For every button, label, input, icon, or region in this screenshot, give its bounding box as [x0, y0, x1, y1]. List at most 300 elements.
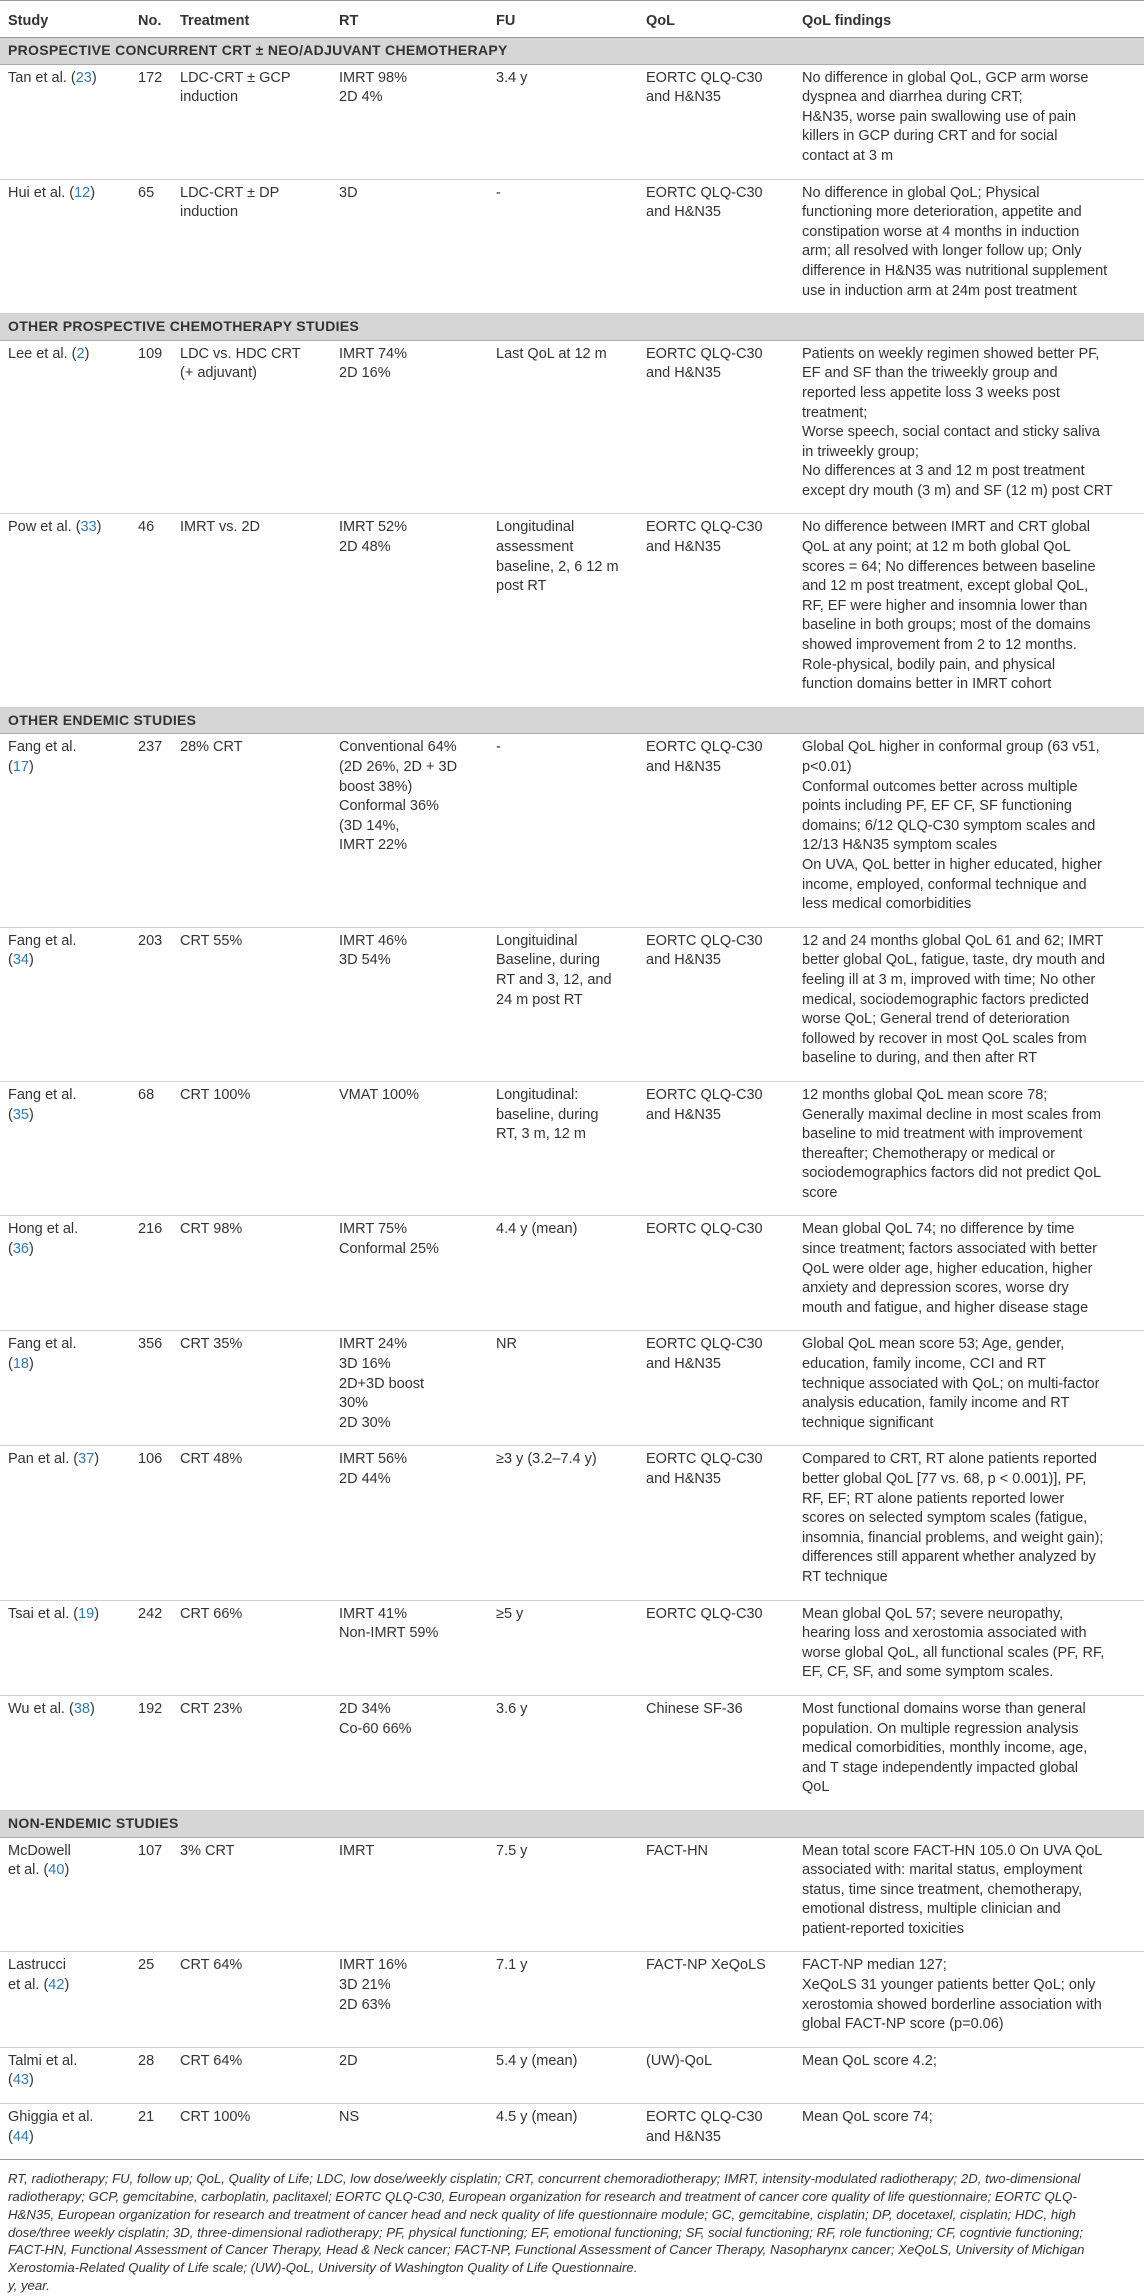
study-ref: 38 [73, 1700, 90, 1717]
rt-line: 2D 48% [339, 539, 391, 556]
finding-line: emotional distress, multiple clinician and [802, 1901, 1061, 1918]
cell-fu [488, 2047, 638, 2103]
cell-treatment [172, 1695, 331, 1810]
cell-rt [331, 1695, 488, 1810]
finding-line: less medical comorbidities [802, 896, 972, 913]
treatment-line: induction [180, 89, 239, 106]
study-ref-close: ) [28, 1356, 34, 1373]
header-findings: QoL findings [794, 1, 1144, 38]
study-ref: 43 [12, 2072, 29, 2089]
table-row [0, 2104, 1144, 2160]
treatment-line: CRT 100% [180, 1086, 251, 1103]
rt-line: IMRT 16% [339, 1957, 407, 1974]
cell-findings [794, 179, 1144, 314]
fu-line: 4.5 y (mean) [496, 2109, 578, 2126]
finding-line: XeQoLS 31 younger patients better QoL; only [802, 1977, 1096, 1994]
cell-rt [331, 927, 488, 1081]
cell-rt [331, 64, 488, 179]
treatment-line: induction [180, 204, 239, 221]
rt-line: Conventional 64% [339, 739, 457, 756]
cell-findings [794, 1081, 1144, 1216]
section-row [0, 1810, 1144, 1837]
table-row [0, 1331, 1144, 1446]
cell-study [0, 1331, 130, 1446]
cell-rt [331, 1446, 488, 1600]
study-text: Hui et al. ( [8, 184, 75, 201]
finding-line: Mean global QoL 74; no difference by time [802, 1221, 1075, 1238]
cell-treatment [172, 1837, 331, 1952]
cell-treatment [172, 179, 331, 314]
header-fu: FU [488, 1, 638, 38]
cell-fu [488, 734, 638, 927]
cell-treatment [172, 1331, 331, 1446]
cell-fu [488, 1952, 638, 2047]
study-ref-close: ) [64, 1862, 70, 1879]
cell-treatment [172, 927, 331, 1081]
table-row [0, 927, 1144, 1081]
finding-line: treatment; [802, 404, 868, 421]
study-ref: 19 [78, 1605, 95, 1622]
fu-line: - [496, 739, 501, 756]
cell-study [0, 1446, 130, 1600]
cell-no: 28 [130, 2047, 172, 2103]
study-text: Tsai et al. ( [8, 1605, 79, 1622]
fu-line: 7.5 y [496, 1842, 528, 1859]
finding-line: No differences at 3 and 12 m post treatment [802, 463, 1085, 480]
qol-line: EORTC QLQ-C30 [646, 345, 763, 362]
rt-line: NS [339, 2109, 360, 2126]
cell-findings [794, 927, 1144, 1081]
fu-line: RT and 3, 12, and [496, 971, 612, 988]
finding-line: feeling ill at 3 m, improved with time; No other [802, 971, 1096, 988]
rt-line: boost 38%) [339, 778, 413, 795]
cell-no: 65 [130, 179, 172, 314]
cell-qol [638, 64, 794, 179]
study-text: ( [8, 1106, 13, 1123]
finding-line: baseline in both groups; most of the domains [802, 617, 1091, 634]
finding-line: score [802, 1184, 838, 1201]
finding-line: QoL were older age, higher education, higher [802, 1260, 1093, 1277]
cell-qol [638, 927, 794, 1081]
study-ref-close: ) [90, 184, 96, 201]
study-ref-close: ) [94, 1451, 100, 1468]
finding-line: mouth and fatigue, and higher disease stage [802, 1299, 1089, 1316]
cell-findings [794, 734, 1144, 927]
study-ref: 34 [12, 952, 29, 969]
fu-line: NR [496, 1336, 517, 1353]
finding-line: scores = 64; No differences between baseline [802, 558, 1096, 575]
rt-line: 2D 63% [339, 1996, 391, 2013]
finding-line: hearing loss and xerostomia associated with [802, 1625, 1087, 1642]
cell-study [0, 927, 130, 1081]
cell-qol [638, 1837, 794, 1952]
finding-line: RF, EF were higher and insomnia lower than [802, 597, 1088, 614]
cell-treatment [172, 1216, 331, 1331]
cell-qol [638, 734, 794, 927]
finding-line: H&N35, worse pain swallowing use of pain [802, 108, 1077, 125]
table-row [0, 64, 1144, 179]
study-ref: 36 [12, 1241, 29, 1258]
cell-findings [794, 1837, 1144, 1952]
finding-line: killers in GCP during CRT and for social [802, 128, 1058, 145]
treatment-line: CRT 66% [180, 1605, 243, 1622]
header-study: Study [0, 1, 130, 38]
finding-line: followed by recover in most QoL scales from [802, 1030, 1087, 1047]
finding-line: baseline to during, and then after RT [802, 1050, 1038, 1067]
finding-line: difference in H&N35 was nutritional supplement [802, 262, 1108, 279]
study-text: ( [8, 1356, 13, 1373]
finding-line: QoL at any point; at 12 m both global QoL [802, 539, 1071, 556]
study-text: Fang et al. [8, 1336, 77, 1353]
header-rt: RT [331, 1, 488, 38]
cell-study [0, 514, 130, 707]
fu-line: RT, 3 m, 12 m [496, 1126, 586, 1143]
qol-line: EORTC QLQ-C30 [646, 1605, 763, 1622]
finding-line: Global QoL mean score 53; Age, gender, [802, 1336, 1065, 1353]
cell-no: 21 [130, 2104, 172, 2160]
rt-line: 2D 34% [339, 1700, 391, 1717]
fu-line: Longituidinal [496, 932, 578, 949]
finding-line: Most functional domains worse than general [802, 1700, 1086, 1717]
rt-line: 3D 54% [339, 952, 391, 969]
study-ref-close: ) [28, 759, 34, 775]
cell-findings [794, 340, 1144, 514]
cell-no: 172 [130, 64, 172, 179]
table-row [0, 1600, 1144, 1695]
cell-findings [794, 2047, 1144, 2103]
rt-line: IMRT 22% [339, 837, 407, 854]
cell-rt [331, 1216, 488, 1331]
cell-rt [331, 1952, 488, 2047]
cell-fu [488, 2104, 638, 2160]
table-row [0, 2047, 1144, 2103]
cell-study [0, 1952, 130, 2047]
study-ref-close: ) [28, 1241, 34, 1258]
rt-line: Non-IMRT 59% [339, 1625, 439, 1642]
finding-line: Generally maximal decline in most scales from [802, 1106, 1101, 1123]
section-title: OTHER PROSPECTIVE CHEMOTHERAPY STUDIES [0, 314, 1144, 341]
finding-line: anxiety and depression scores, worse dry [802, 1280, 1069, 1297]
cell-fu [488, 1600, 638, 1695]
header-no: No. [130, 1, 172, 38]
cell-qol [638, 1216, 794, 1331]
fu-line: Longitudinal: [496, 1086, 579, 1103]
rt-line: (3D 14%, [339, 817, 400, 834]
study-ref-close: ) [96, 519, 102, 536]
cell-fu [488, 340, 638, 514]
cell-no: 242 [130, 1600, 172, 1695]
finding-line: FACT-NP median 127; [802, 1957, 947, 1974]
qol-line: and H&N35 [646, 1356, 721, 1373]
finding-line: Compared to CRT, RT alone patients reported [802, 1451, 1097, 1468]
finding-line: RT technique [802, 1568, 888, 1585]
cell-rt [331, 514, 488, 707]
rt-line: 2D+3D boost [339, 1375, 425, 1392]
study-ref: 40 [48, 1862, 65, 1879]
qol-line: EORTC QLQ-C30 [646, 1086, 763, 1103]
rt-line: IMRT 75% [339, 1221, 407, 1238]
qol-line: EORTC QLQ-C30 [646, 1451, 763, 1468]
table-header [0, 1, 1144, 38]
study-ref-close: ) [28, 952, 34, 969]
footnote-line: RT, radiotherapy; FU, follow up; QoL, Quality of Life; LDC, low dose/weekly cisplatin; CRT, concurrent chemoradiotherapy; IMRT, intensity-modulated radiotherapy; 2D, two-dimensional [8, 2171, 1081, 2187]
footnote-line: dose/three weekly cisplatin; 3D, three-dimensional radiotherapy; PF, physical functioning; EF, emotional functioning; SF, social functioning; RF, role functioning; CF, cogntivie functioning; [8, 2224, 1083, 2240]
treatment-line: LDC vs. HDC CRT [180, 345, 301, 362]
cell-qol [638, 514, 794, 707]
fu-line: Baseline, during [496, 952, 600, 969]
table-row [0, 340, 1144, 514]
study-ref-close: ) [64, 1977, 70, 1994]
cell-no: 203 [130, 927, 172, 1081]
treatment-line: CRT 35% [180, 1336, 243, 1353]
study-ref: 18 [12, 1356, 29, 1373]
study-ref: 23 [75, 69, 92, 86]
study-text: ( [8, 952, 13, 969]
finding-line: in triweekly group; [802, 443, 919, 460]
cell-fu [488, 927, 638, 1081]
rt-line: 3D 21% [339, 1977, 391, 1994]
qol-line: and H&N35 [646, 1106, 721, 1123]
footnote-line: radiotherapy; GCP, gemcitabine, carboplatin, paclitaxel; EORTC QLQ-C30, European organization for research and treatment of cancer core quality of life questionnaire; EORTC QLQ- [8, 2189, 1077, 2205]
finding-line: xerostomia showed borderline association with [802, 1996, 1102, 2013]
finding-line: status, time since treatment, chemotherapy, [802, 1881, 1083, 1898]
cell-study [0, 1600, 130, 1695]
table-row [0, 1952, 1144, 2047]
qol-line: EORTC QLQ-C30 [646, 184, 763, 201]
finding-line: 12/13 H&N35 symptom scales [802, 837, 998, 854]
cell-no: 68 [130, 1081, 172, 1216]
cell-qol [638, 1695, 794, 1810]
study-text: Hong et al. [8, 1221, 79, 1238]
finding-line: showed improvement from 2 to 12 months. [802, 637, 1077, 654]
qol-line: EORTC QLQ-C30 [646, 739, 763, 756]
finding-line: No difference in global QoL, GCP arm worse [802, 69, 1089, 86]
qol-line: EORTC QLQ-C30 [646, 2109, 763, 2126]
finding-line: technique associated with QoL; on multi-factor [802, 1375, 1100, 1392]
qol-line: EORTC QLQ-C30 [646, 1336, 763, 1353]
cell-findings [794, 1331, 1144, 1446]
finding-line: Conformal outcomes better across multiple [802, 778, 1078, 795]
finding-line: global FACT-NP score (p=0.06) [802, 2016, 1004, 2033]
cell-findings [794, 1216, 1144, 1331]
finding-line: differences still apparent whether analyzed by [802, 1549, 1096, 1566]
finding-line: better global QoL [77 vs. 68, p < 0.001)], PF, [802, 1471, 1087, 1487]
finding-line: and 12 m post treatment, except global QoL, [802, 578, 1089, 595]
study-text: ( [8, 759, 13, 775]
finding-line: Mean total score FACT-HN 105.0 On UVA QoL [802, 1842, 1103, 1859]
finding-line: Mean QoL score 74; [802, 2109, 933, 2126]
cell-qol [638, 1331, 794, 1446]
cell-treatment [172, 1952, 331, 2047]
rt-line: IMRT 56% [339, 1451, 407, 1468]
cell-findings [794, 1600, 1144, 1695]
treatment-line: LDC-CRT ± DP [180, 184, 280, 201]
finding-line: domains; 6/12 QLQ-C30 symptom scales and [802, 817, 1096, 834]
cell-no: 237 [130, 734, 172, 927]
cell-no: 46 [130, 514, 172, 707]
cell-study [0, 2104, 130, 2160]
cell-study [0, 734, 130, 927]
finding-line: reported less appetite loss 3 weeks post [802, 384, 1060, 401]
rt-line: Co-60 66% [339, 1720, 412, 1737]
study-ref: 33 [80, 519, 97, 536]
fu-line: 3.6 y [496, 1700, 528, 1717]
cell-rt [331, 2047, 488, 2103]
finding-line: insomnia, financial problems, and weight gain); [802, 1529, 1104, 1546]
cell-treatment [172, 734, 331, 927]
table-row [0, 734, 1144, 927]
rt-line: IMRT 24% [339, 1336, 407, 1353]
study-text: Pow et al. ( [8, 519, 81, 536]
cell-no: 107 [130, 1837, 172, 1952]
rt-line: Conformal 25% [339, 1241, 439, 1258]
finding-line: analysis education, family income and RT [802, 1395, 1070, 1412]
cell-fu [488, 64, 638, 179]
cell-study [0, 1695, 130, 1810]
cell-findings [794, 1446, 1144, 1600]
rt-line: IMRT 46% [339, 932, 407, 949]
finding-line: dyspnea and diarrhea during CRT; [802, 89, 1023, 106]
qol-line: Chinese SF-36 [646, 1700, 743, 1717]
footnote-line: FACT-HN, Functional Assessment of Cancer Therapy, Head & Neck cancer; FACT-NP, Functional Assessment of Cancer Therapy, Nasopharynx cancer; XeQoLS, University of Michigan [8, 2242, 1085, 2258]
treatment-line: CRT 64% [180, 2052, 243, 2069]
fu-line: ≥3 y (3.2–7.4 y) [496, 1451, 597, 1468]
finding-line: EF, CF, SF, and some symptom scales. [802, 1664, 1054, 1681]
treatment-line: LDC-CRT ± GCP [180, 69, 291, 86]
rt-line: Conformal 36% [339, 798, 439, 815]
cell-fu [488, 1695, 638, 1810]
fu-line: - [496, 184, 501, 201]
cell-findings [794, 64, 1144, 179]
finding-line: Mean QoL score 4.2; [802, 2052, 937, 2069]
study-text: ( [8, 2072, 13, 2089]
rt-line: 3D 16% [339, 1356, 391, 1373]
study-text: Wu et al. ( [8, 1700, 74, 1717]
fu-line: 7.1 y [496, 1957, 528, 1974]
treatment-line: CRT 64% [180, 1957, 243, 1974]
cell-study [0, 64, 130, 179]
cell-treatment [172, 1446, 331, 1600]
study-ref-close: ) [91, 69, 97, 86]
finding-line: Patients on weekly regimen showed better PF, [802, 345, 1100, 362]
study-ref: 35 [12, 1106, 29, 1123]
table-row [0, 514, 1144, 707]
cell-rt [331, 734, 488, 927]
rt-line: IMRT 98% [339, 69, 407, 86]
cell-treatment [172, 340, 331, 514]
study-text: Fang et al. [8, 739, 77, 756]
footnote-line: H&N35, European organization for research and treatment of cancer head and neck quality of life questionnaire module; GC, gemcitabine, cisplatin; DP, docetaxel, cisplatin; HDC, high [8, 2206, 1076, 2222]
study-ref: 37 [78, 1451, 95, 1468]
study-ref-close: ) [28, 1106, 34, 1123]
fu-line: baseline, during [496, 1106, 599, 1123]
table-row [0, 179, 1144, 314]
cell-rt [331, 1081, 488, 1216]
cell-qol [638, 179, 794, 314]
cell-no: 109 [130, 340, 172, 514]
study-ref: 2 [76, 345, 85, 362]
finding-line: function domains better in IMRT cohort [802, 676, 1052, 693]
finding-line: 12 months global QoL mean score 78; [802, 1086, 1048, 1103]
qol-line: and H&N35 [646, 89, 721, 106]
study-text: et al. ( [8, 1977, 49, 1994]
cell-findings [794, 1952, 1144, 2047]
finding-line: associated with: marital status, employment [802, 1862, 1083, 1879]
qol-line: (UW)-QoL [646, 2052, 713, 2069]
finding-line: technique significant [802, 1414, 934, 1431]
section-title: OTHER ENDEMIC STUDIES [0, 707, 1144, 734]
finding-line: population. On multiple regression analysis [802, 1720, 1079, 1737]
study-ref-close: ) [84, 345, 90, 362]
qol-line: EORTC QLQ-C30 [646, 69, 763, 86]
header-qol: QoL [638, 1, 794, 38]
study-text: Tan et al. ( [8, 69, 76, 86]
fu-line: 3.4 y [496, 69, 528, 86]
cell-rt [331, 340, 488, 514]
header-treatment: Treatment [172, 1, 331, 38]
cell-study [0, 1837, 130, 1952]
cell-treatment [172, 2104, 331, 2160]
cell-treatment [172, 2047, 331, 2103]
finding-line: use in induction arm at 24m post treatment [802, 282, 1077, 299]
finding-line: constipation worse at 4 months in induction [802, 223, 1080, 240]
finding-line: arm; all resolved with longer follow up; Only [802, 243, 1082, 260]
study-text: ( [8, 2128, 13, 2145]
study-ref-close: ) [28, 2128, 34, 2145]
cell-rt [331, 2104, 488, 2160]
finding-line: better global QoL, fatigue, taste, dry mouth and [802, 952, 1106, 969]
rt-line: 2D 4% [339, 89, 383, 106]
cell-qol [638, 1081, 794, 1216]
fu-line: post RT [496, 578, 547, 595]
header-row [0, 1, 1144, 38]
qol-line: and H&N35 [646, 2128, 721, 2145]
cell-no: 192 [130, 1695, 172, 1810]
qol-line: and H&N35 [646, 365, 721, 382]
cell-no: 106 [130, 1446, 172, 1600]
cell-rt [331, 1600, 488, 1695]
finding-line: No difference in global QoL; Physical [802, 184, 1040, 201]
cell-rt [331, 1331, 488, 1446]
qol-line: and H&N35 [646, 539, 721, 556]
cell-qol [638, 2047, 794, 2103]
treatment-line: CRT 55% [180, 932, 243, 949]
section-row [0, 707, 1144, 734]
study-text: et al. ( [8, 1862, 49, 1879]
table-footnote [0, 2160, 1144, 2295]
treatment-line: (+ adjuvant) [180, 365, 257, 382]
table-row [0, 1695, 1144, 1810]
cell-treatment [172, 1600, 331, 1695]
cell-study [0, 340, 130, 514]
finding-line: p<0.01) [802, 759, 852, 775]
table-body [0, 38, 1144, 2160]
qol-line: FACT-HN [646, 1842, 709, 1859]
treatment-line: IMRT vs. 2D [180, 519, 261, 536]
finding-line: medical, sociodemographic factors predicted [802, 991, 1089, 1008]
cell-study [0, 179, 130, 314]
finding-line: worse global QoL, all functional scales (PF, RF, [802, 1644, 1105, 1661]
cell-rt [331, 179, 488, 314]
finding-line: except dry mouth (3 m) and SF (12 m) post CRT [802, 482, 1113, 499]
finding-line: QoL [802, 1779, 830, 1796]
cell-qol [638, 1600, 794, 1695]
cell-fu [488, 1331, 638, 1446]
study-ref: 42 [48, 1977, 65, 1994]
cell-fu [488, 1216, 638, 1331]
finding-line: baseline to mid treatment with improvement [802, 1126, 1083, 1143]
table-row [0, 1081, 1144, 1216]
